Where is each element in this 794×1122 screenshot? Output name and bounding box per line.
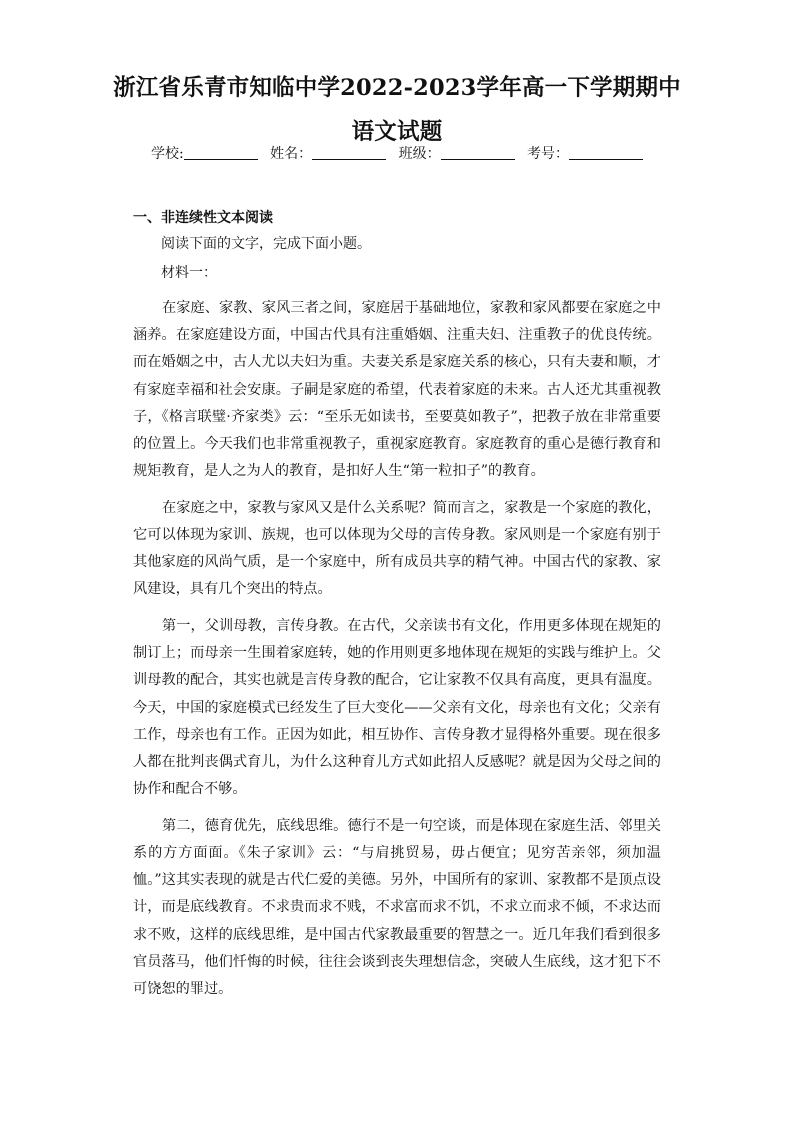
exam-number-blank[interactable] <box>569 145 643 160</box>
name-blank[interactable] <box>312 145 386 160</box>
class-label: 班级： <box>398 146 441 162</box>
class-blank[interactable] <box>441 145 515 160</box>
section-heading: 一、非连续性文本阅读 <box>133 210 273 226</box>
paragraph: 在家庭、家教、家风三者之间，家庭居于基础地位，家教和家风都要在家庭之中涵养。在家庭建设方面，中国古代具有注重婚姻、注重夫妇、注重教子的优良传统。而在婚姻之中，古人尤以夫妇为重。夫妻关系是家庭关系的核心，只有夫妻和顺，才有家庭幸福和社会安康。子嗣是家庭的希望，代表着家庭的未来。古人还尤其重视教子，《格言联璧·齐家类》云：“至乐无如读书，至要莫如教子”，把教子放在非常重要的位置上。今天我们也非常重视教子，重视家庭教育。家庭教育的重心是德行教育和规矩教育，是人之为人的教育，是扣好人生“第一粒扣子”的教育。 <box>133 300 661 480</box>
exam-title: 浙江省乐青市知临中学2022-2023学年高一下学期期中语文试题 <box>113 75 681 145</box>
paragraph: 在家庭之中，家教与家风又是什么关系呢？简而言之，家教是一个家庭的教化，它可以体现为家训、族规，也可以体现为父母的言传身教。家风则是一个家庭有别于其他家庭的风尚气质，是一个家庭中，所有成员共享的精气神。中国古代的家教、家风建设，具有几个突出的特点。 <box>133 499 661 598</box>
school-label: 学校: <box>150 146 184 162</box>
paragraph: 第一，父训母教，言传身教。在古代，父亲读书有文化，作用更多体现在规矩的制订上；而母亲一生围着家庭转，她的作用则更多地体现在规矩的实践与维护上。父训母教的配合，其实也就是言传身教的配合，它让家教不仅具有高度，更具有温度。今天，中国的家庭模式已经发生了巨大变化——父亲有文化，母亲也有文化；父亲有工作，母亲也有工作。正因为如此，相互协作、言传身教才显得格外重要。现在很多人都在批判丧偶式育儿，为什么这种育儿方式如此招人反感呢？就是因为父母之间的协作和配合不够。 <box>133 618 661 798</box>
exam-number-label: 考号： <box>527 146 570 162</box>
paragraph: 第二，德育优先，底线思维。德行不是一句空谈，而是体现在家庭生活、邻里关系的方方面面。《朱子家训》云：“与肩挑贸易，毋占便宜；见穷苦亲邻，须加温恤。”这其实表现的就是古代仁爱的美德。另外，中国所有的家训、家教都不是顶点设计，而是底线教育。不求贵而求不贱，不求富而求不饥，不求立而求不倾，不求达而求不败，这样的底线思维，是中国古代家教最重要的智慧之一。近几年我们看到很多官员落马，他们忏悔的时候，往往会谈到丧失理想信念，突破人生底线，这才犯下不可饶恕的罪过。 <box>133 817 661 998</box>
school-blank[interactable] <box>184 145 258 160</box>
material-body <box>133 295 661 1013</box>
material-label: 材料一： <box>161 265 217 281</box>
name-label: 姓名： <box>270 146 313 162</box>
reading-instruction: 阅读下面的文字，完成下面小题。 <box>161 236 371 252</box>
student-info-line <box>0 144 794 164</box>
